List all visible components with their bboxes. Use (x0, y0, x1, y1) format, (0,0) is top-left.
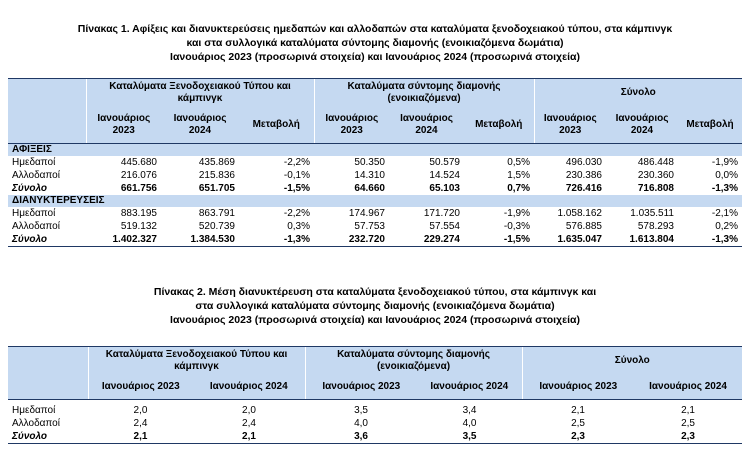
subheader-jan-2024: Ιανουάριος 2024 (193, 375, 305, 400)
arrivals-overnights-table (8, 78, 742, 247)
cell: -1,3% (678, 233, 742, 247)
cell: 2,5 (571, 418, 585, 429)
row-label: Αλλοδαποί (12, 418, 60, 429)
subheader-jan-2023: Ιανουάριος 2023 (522, 375, 634, 400)
subheader-change: Μεταβολή (239, 107, 314, 144)
cell: 0,2% (715, 221, 738, 232)
cell: 2,1 (88, 430, 193, 444)
cell: 716.808 (637, 183, 674, 194)
subheader-jan-2024: Ιανουάριος 2024 (417, 375, 522, 400)
empty-header-cell (8, 347, 88, 376)
group-header-total: Σύνολο (522, 347, 742, 376)
cell: 1.402.327 (86, 233, 161, 247)
row-label: Αλλοδαποί (12, 221, 60, 232)
cell: 230.386 (565, 170, 602, 181)
cell: 435.869 (198, 157, 235, 168)
subheader-change: Μεταβολή (678, 107, 742, 144)
table2-title-line: στα συλλογικά καταλύματα σύντομης διαμονής (ενοικιαζόμενα δωμάτια) (195, 300, 555, 312)
cell: 2,1 (193, 430, 305, 444)
cell: 445.680 (120, 157, 157, 168)
cell: 863.791 (198, 208, 235, 219)
cell: 651.705 (198, 183, 235, 194)
table1-subheader-row (8, 107, 742, 144)
cell: 3,4 (462, 405, 477, 416)
empty-header-cell (8, 107, 86, 144)
empty-header-cell (8, 375, 88, 400)
cell: 50.350 (354, 157, 385, 168)
cell: 0,5% (507, 157, 530, 168)
group-header-hotels: Καταλύματα Ξενοδοχειακού Τύπου και κάμπινγκ (88, 347, 305, 376)
cell: 232.720 (314, 233, 389, 247)
table2-title (0, 285, 750, 327)
cell: 2,0 (242, 405, 256, 416)
row-label: Σύνολο (8, 233, 86, 247)
cell: 0,7% (507, 183, 530, 194)
table-row (8, 220, 742, 233)
cell: 1.384.530 (161, 233, 239, 247)
cell: 1.635.047 (534, 233, 606, 247)
table-row (8, 417, 742, 430)
cell: 3,6 (305, 430, 417, 444)
cell: 1,5% (507, 170, 530, 181)
table1-title (0, 22, 750, 64)
group-header-hotels: Καταλύματα Ξενοδοχειακού Τύπου και κάμπινγκ (86, 79, 314, 108)
cell: 57.554 (429, 221, 460, 232)
table-row (8, 207, 742, 220)
cell: 229.274 (389, 233, 464, 247)
cell: 3,5 (417, 430, 522, 444)
table2-title-line: Ιανουάριος 2023 (προσωρινά στοιχεία) και Ιανουάριος 2024 (προσωρινά στοιχεία) (170, 314, 580, 326)
table1-title-line: Ιανουάριος 2023 (προσωρινά στοιχεία) και Ιανουάριος 2024 (προσωρινά στοιχεία) (170, 51, 580, 63)
cell: 883.195 (120, 208, 157, 219)
subheader-jan-2024: Ιανουάριος 2024 (389, 107, 464, 144)
subheader-jan-2024: Ιανουάριος 2024 (634, 375, 742, 400)
cell: 486.448 (637, 157, 674, 168)
row-label: Ημεδαποί (12, 405, 56, 416)
subheader-jan-2023: Ιανουάριος 2023 (314, 107, 389, 144)
subheader-jan-2023: Ιανουάριος 2023 (86, 107, 161, 144)
group-header-short-stay: Καταλύματα σύντομης διαμονής (ενοικιαζόμενα) (305, 347, 522, 376)
cell: 2,3 (634, 430, 742, 444)
cell: 0,3% (287, 221, 310, 232)
table1-group-header-row (8, 79, 742, 108)
row-label: Ημεδαποί (12, 157, 56, 168)
cell: 496.030 (565, 157, 602, 168)
cell: 171.720 (423, 208, 460, 219)
section-row-arrivals (8, 144, 742, 157)
cell: -1,3% (239, 233, 314, 247)
cell: -1,5% (283, 183, 310, 194)
subheader-jan-2023: Ιανουάριος 2023 (305, 375, 417, 400)
table2-title-line: Πίνακας 2. Μέση διανυκτέρευση στα καταλύματα ξενοδοχειακού τύπου, στα κάμπινγκ και (153, 286, 597, 298)
table-row-total (8, 182, 742, 195)
group-header-short-stay: Καταλύματα σύντομης διαμονής (ενοικιαζόμενα) (314, 79, 534, 108)
cell: 2,5 (681, 418, 695, 429)
cell: 4,0 (354, 418, 368, 429)
cell: 661.756 (120, 183, 157, 194)
cell: 2,4 (133, 418, 148, 429)
cell: 216.076 (120, 170, 157, 181)
cell: 64.660 (354, 183, 385, 194)
table-row (8, 404, 742, 417)
cell: -2,2% (283, 208, 310, 219)
group-header-total: Σύνολο (534, 79, 742, 108)
cell: 3,5 (354, 405, 368, 416)
cell: 2,3 (522, 430, 634, 444)
cell: 520.739 (198, 221, 235, 232)
cell: 50.579 (429, 157, 460, 168)
cell: 1.058.162 (557, 208, 602, 219)
row-label: Ημεδαποί (12, 208, 56, 219)
table2-subheader-row (8, 375, 742, 400)
table-row-total (8, 430, 742, 444)
cell: 726.416 (565, 183, 602, 194)
cell: 14.524 (429, 170, 460, 181)
section-label: ΔΙΑΝΥΚΤΕΡΕΥΣΕΙΣ (8, 195, 742, 207)
cell: -0,3% (503, 221, 530, 232)
cell: 14.310 (354, 170, 385, 181)
cell: 2,1 (571, 405, 585, 416)
cell: 2,4 (242, 418, 256, 429)
table-row (8, 169, 742, 182)
table-row (8, 156, 742, 169)
subheader-change: Μεταβολή (464, 107, 534, 144)
table2-group-header-row (8, 347, 742, 376)
cell: 578.293 (637, 221, 674, 232)
cell: 1.613.804 (606, 233, 678, 247)
row-label: Σύνολο (8, 430, 88, 444)
cell: 2,0 (133, 405, 148, 416)
empty-header-cell (8, 79, 86, 108)
section-label: ΑΦΙΞΕΙΣ (8, 144, 742, 157)
section-row-overnights (8, 195, 742, 207)
cell: 57.753 (354, 221, 385, 232)
table1-title-line: Πίνακας 1. Αφίξεις και διανυκτερεύσεις ημεδαπών και αλλοδαπών στα καταλύματα ξενοδοχειακού τύπου, στα κάμπινγκ (77, 23, 673, 35)
subheader-jan-2023: Ιανουάριος 2023 (88, 375, 193, 400)
row-label: Αλλοδαποί (12, 170, 60, 181)
cell: 576.885 (565, 221, 602, 232)
cell: 0,0% (715, 170, 738, 181)
subheader-jan-2024: Ιανουάριος 2024 (606, 107, 678, 144)
cell: -1,9% (503, 208, 530, 219)
cell: -0,1% (283, 170, 310, 181)
cell: 174.967 (348, 208, 385, 219)
subheader-jan-2024: Ιανουάριος 2024 (161, 107, 239, 144)
subheader-jan-2023: Ιανουάριος 2023 (534, 107, 606, 144)
table-row-total (8, 233, 742, 247)
cell: 2,1 (681, 405, 695, 416)
cell: 65.103 (429, 183, 460, 194)
cell: 1.035.511 (630, 208, 674, 219)
cell: -1,5% (464, 233, 534, 247)
table1-title-line: και στα συλλογικά καταλύματα σύντομης διαμονής (ενοικιαζόμενα δωμάτια) (186, 37, 564, 49)
cell: -2,1% (711, 208, 738, 219)
cell: -2,2% (283, 157, 310, 168)
cell: 230.360 (637, 170, 674, 181)
cell: -1,3% (711, 183, 738, 194)
cell: -1,9% (711, 157, 738, 168)
cell: 519.132 (120, 221, 157, 232)
average-stay-table (8, 346, 742, 444)
row-label: Σύνολο (12, 183, 48, 194)
cell: 215.836 (198, 170, 235, 181)
cell: 4,0 (462, 418, 477, 429)
